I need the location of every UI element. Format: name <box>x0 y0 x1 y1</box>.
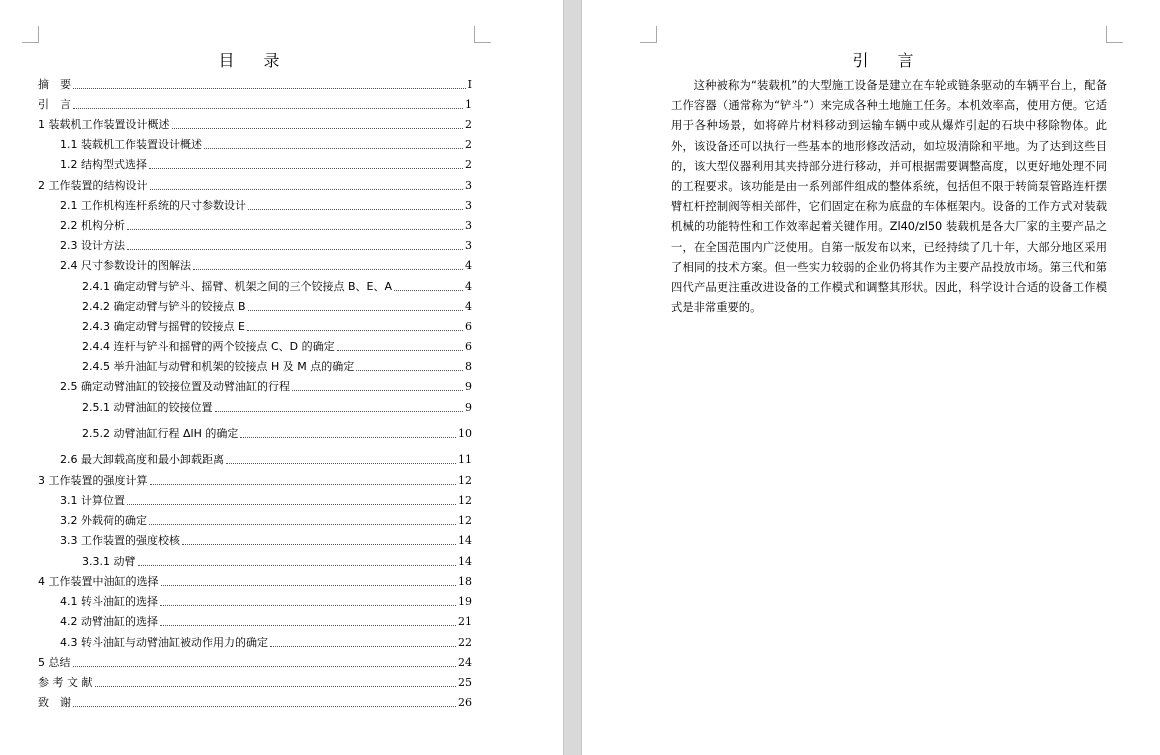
toc-entry-page: 1 <box>465 98 472 111</box>
toc-entry-title: 2.4.3 确定动臂与摇臂的铰接点 E <box>82 320 245 333</box>
toc-leader-dots <box>73 108 463 109</box>
toc-entry[interactable] <box>38 156 472 172</box>
page-gutter <box>563 0 582 755</box>
toc-entry[interactable] <box>38 492 472 508</box>
toc-leader-dots <box>248 209 463 210</box>
page-corner-mark <box>474 26 491 43</box>
toc-entry[interactable] <box>38 472 472 488</box>
toc-entry-page: 25 <box>458 676 472 689</box>
toc-entry-title: 2.3 设计方法 <box>60 239 125 252</box>
toc-entry[interactable] <box>38 451 472 467</box>
toc-leader-dots <box>226 463 456 464</box>
toc-entry-page: 4 <box>465 259 472 272</box>
introduction-paragraph: 这种被称为“装载机”的大型施工设备是建立在车轮或链条驱动的车辆平台上，配备工作容器（通常称为“铲斗”）来完成各种土地施工任务。本机效率高，使用方便。它适用于各种场景，如将碎片材料移动到运输车辆中或从爆炸引起的石块中移除物体。此外，该设备还可以执行一些基本的地形修改活动，如垃圾清除和平地。为了达到这些目的，该大型仪器利用其夹持部分进行移动，并可根据需要调整高度，以更好地处理不同的工程要求。该功能是由一系列部件组成的整体系统，包括但不限于转筒泵管路连杆摆臂杠杆控制阀等相关部件，它们固定在称为底盘的车体框架内。设备的工作方式对装载机械的功能特性和工作效率起着关键作用。Zl40/zl50 装载机是各大厂家的主要产品之一，在全国范围内广泛使用。自第一版发布以来，已经持续了几十年，大部分地区采用了相同的技术方案。但一些实力较弱的企业仍将其作为主要产品投放市场。第三代和第四代产品更注重改进设备的工作模式和调整其形状。因此，科学设计合适的设备工作模式是非常重要的。 <box>671 79 1107 315</box>
toc-entry-page: 8 <box>465 360 472 373</box>
toc-entry-page: 10 <box>458 427 472 440</box>
toc-heading: 目 录 <box>218 51 292 70</box>
toc-entry-page: 21 <box>458 615 472 628</box>
toc-entry-title: 2 工作装置的结构设计 <box>38 179 148 192</box>
toc-entry-page: 3 <box>465 219 472 232</box>
toc-entry-title: 2.1 工作机构连杆系统的尺寸参数设计 <box>60 199 246 212</box>
toc-entry-page: 14 <box>458 534 472 547</box>
toc-entry-title: 3.2 外载荷的确定 <box>60 514 147 527</box>
toc-entry-page: 4 <box>465 300 472 313</box>
toc-entry-page: 4 <box>465 280 472 293</box>
toc-entry-page: 12 <box>458 514 472 527</box>
toc-entry[interactable] <box>38 278 472 294</box>
toc-leader-dots <box>247 330 463 331</box>
toc-entry-title: 3 工作装置的强度计算 <box>38 474 148 487</box>
toc-entry-title: 2.4.4 连杆与铲斗和摇臂的两个铰接点 C、D 的确定 <box>82 340 335 353</box>
toc-entry[interactable] <box>38 553 472 569</box>
toc-entry-page: 24 <box>458 656 472 669</box>
toc-entry[interactable] <box>38 674 472 690</box>
toc-entry-title: 摘 要 <box>38 78 71 91</box>
toc-entry[interactable] <box>38 338 472 354</box>
toc-entry[interactable] <box>38 634 472 650</box>
toc-leader-dots <box>215 411 464 412</box>
toc-entry-title: 参 考 文 献 <box>38 676 93 689</box>
toc-entry[interactable] <box>38 177 472 193</box>
toc-leader-dots <box>95 686 457 687</box>
toc-entry[interactable] <box>38 573 472 589</box>
toc-leader-dots <box>337 350 463 351</box>
toc-entry-page: I <box>467 78 472 91</box>
introduction-page <box>582 0 1160 755</box>
toc-entry-page: 22 <box>458 636 472 649</box>
toc-entry-page: 12 <box>458 474 472 487</box>
toc-entry-page: 3 <box>465 179 472 192</box>
toc-entry-title: 2.2 机构分析 <box>60 219 125 232</box>
toc-entry-title: 2.5.2 动臂油缸行程 ΔlH 的确定 <box>82 427 239 440</box>
toc-leader-dots <box>161 585 457 586</box>
toc-entry[interactable] <box>38 96 472 112</box>
toc-entry[interactable] <box>38 425 472 441</box>
toc-entry-title: 2.4.5 举升油缸与动臂和机架的铰接点 H 及 M 点的确定 <box>82 360 355 373</box>
toc-leader-dots <box>204 148 463 149</box>
toc-entry[interactable] <box>38 197 472 213</box>
toc-entry-title: 4 工作装置中油缸的选择 <box>38 575 159 588</box>
toc-entry-page: 9 <box>465 401 472 414</box>
toc-leader-dots <box>73 666 457 667</box>
toc-page <box>0 0 563 755</box>
toc-leader-dots <box>73 88 466 89</box>
toc-entry-title: 引 言 <box>38 98 71 111</box>
toc-entry-title: 2.5.1 动臂油缸的铰接位置 <box>82 401 213 414</box>
toc-entry[interactable] <box>38 237 472 253</box>
toc-entry[interactable] <box>38 512 472 528</box>
page-corner-mark <box>1106 26 1123 43</box>
toc-entry-page: 6 <box>465 320 472 333</box>
toc-leader-dots <box>127 249 463 250</box>
toc-entry-title: 4.2 动臂油缸的选择 <box>60 615 158 628</box>
page-corner-mark <box>22 26 39 43</box>
toc-entry-page: 2 <box>465 138 472 151</box>
page-corner-mark <box>640 26 657 43</box>
toc-entry-title: 3.1 计算位置 <box>60 494 125 507</box>
toc-entry-title: 2.4.1 确定动臂与铲斗、摇臂、机架之间的三个铰接点 B、E、A <box>82 280 393 293</box>
toc-entry[interactable] <box>38 318 472 334</box>
toc-entry-page: 26 <box>458 696 472 709</box>
toc-leader-dots <box>172 128 464 129</box>
toc-entry-page: 11 <box>458 453 472 466</box>
toc-leader-dots <box>73 706 456 707</box>
toc-entry-page: 6 <box>465 340 472 353</box>
toc-entry[interactable] <box>38 532 472 548</box>
toc-leader-dots <box>356 370 463 371</box>
introduction-body <box>671 76 1107 318</box>
introduction-heading: 引 言 <box>852 51 926 70</box>
toc-entry[interactable] <box>38 136 472 152</box>
toc-entry-page: 18 <box>458 575 472 588</box>
toc-leader-dots <box>160 625 456 626</box>
toc-leader-dots <box>248 310 463 311</box>
toc-leader-dots <box>149 168 463 169</box>
toc-entry-page: 14 <box>458 555 472 568</box>
toc-entry[interactable] <box>38 399 472 415</box>
toc-entry-title: 2.5 确定动臂油缸的铰接位置及动臂油缸的行程 <box>60 380 290 393</box>
toc-entry-title: 2.6 最大卸载高度和最小卸载距离 <box>60 453 224 466</box>
toc-entry[interactable] <box>38 593 472 609</box>
toc-entry-title: 5 总结 <box>38 656 71 669</box>
toc-leader-dots <box>270 646 456 647</box>
toc-entry[interactable] <box>38 217 472 233</box>
toc-entry[interactable] <box>38 654 472 670</box>
toc-entry[interactable] <box>38 257 472 273</box>
toc-entry[interactable] <box>38 694 472 710</box>
toc-entry-title: 3.3 工作装置的强度校核 <box>60 534 180 547</box>
toc-leader-dots <box>150 189 464 190</box>
toc-entry[interactable] <box>38 613 472 629</box>
toc-entry[interactable] <box>38 116 472 132</box>
toc-entry[interactable] <box>38 358 472 374</box>
toc-leader-dots <box>292 390 463 391</box>
toc-entry-title: 3.3.1 动臂 <box>82 555 136 568</box>
toc-leader-dots <box>138 565 457 566</box>
toc-entry-title: 2.4 尺寸参数设计的图解法 <box>60 259 191 272</box>
toc-entry-page: 2 <box>465 118 472 131</box>
toc-entry-title: 1.2 结构型式选择 <box>60 158 147 171</box>
toc-entry-title: 致 谢 <box>38 696 71 709</box>
toc-leader-dots <box>160 605 456 606</box>
toc-leader-dots <box>149 524 456 525</box>
toc-leader-dots <box>240 437 456 438</box>
toc-entry-page: 3 <box>465 239 472 252</box>
toc-leader-dots <box>193 269 463 270</box>
toc-leader-dots <box>127 229 463 230</box>
toc-entry-page: 9 <box>465 380 472 393</box>
toc-entry-title: 1 装载机工作装置设计概述 <box>38 118 170 131</box>
toc-entry-page: 19 <box>458 595 472 608</box>
toc-entry[interactable] <box>38 76 472 92</box>
toc-entry-page: 3 <box>465 199 472 212</box>
toc-entry-title: 2.4.2 确定动臂与铲斗的铰接点 B <box>82 300 246 313</box>
toc-entry-page: 2 <box>465 158 472 171</box>
toc-entry-page: 12 <box>458 494 472 507</box>
toc-leader-dots <box>394 290 463 291</box>
toc-entry[interactable] <box>38 298 472 314</box>
toc-entry[interactable] <box>38 378 472 394</box>
toc-entry-title: 4.3 转斗油缸与动臂油缸被动作用力的确定 <box>60 636 268 649</box>
toc-leader-dots <box>127 504 456 505</box>
toc-entry-title: 4.1 转斗油缸的选择 <box>60 595 158 608</box>
toc-entry-title: 1.1 装载机工作装置设计概述 <box>60 138 202 151</box>
toc-leader-dots <box>182 544 456 545</box>
toc-leader-dots <box>150 484 457 485</box>
